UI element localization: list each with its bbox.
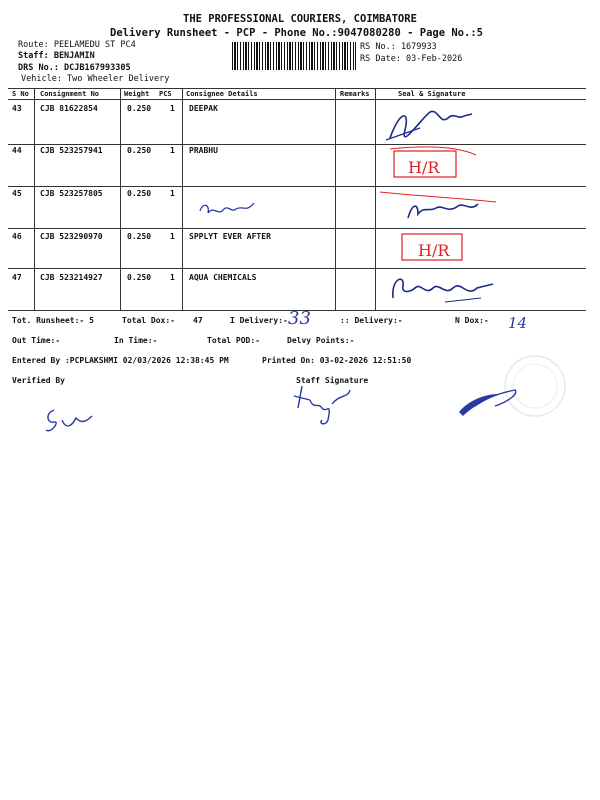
delvy-points-label: Delvy Points:- xyxy=(287,336,355,345)
staff-label: Staff: BENJAMIN xyxy=(18,51,95,61)
svg-text:H/R: H/R xyxy=(408,158,440,177)
printed-on: Printed On: 03-02-2026 12:51:50 xyxy=(262,356,412,365)
row-weight: 0.250 xyxy=(127,146,152,155)
row-sno: 45 xyxy=(12,189,22,198)
row-consignment: CJB 523257941 xyxy=(40,146,103,155)
non-dox-label: N Dox:- xyxy=(455,316,489,325)
row-consignment: CJB 81622854 xyxy=(40,104,98,113)
signature-row-43 xyxy=(380,100,490,145)
col-consignee: Consignee Details xyxy=(186,90,258,98)
row-weight: 0.250 xyxy=(127,104,152,113)
staff-signature-label: Staff Signature xyxy=(296,376,369,385)
route-label: Route: PEELAMEDU ST PC4 xyxy=(18,40,136,50)
drs-label: DRS No.: DCJB167993305 xyxy=(18,63,131,73)
barcode-image xyxy=(232,42,356,70)
row-sno: 44 xyxy=(12,146,22,155)
row-pcs: 1 xyxy=(170,273,175,282)
row-consignee: PRABHU xyxy=(189,146,218,155)
verified-by-label: Verified By xyxy=(12,376,65,385)
row-sno: 46 xyxy=(12,232,22,241)
row-consignment: CJB 523257805 xyxy=(40,189,103,198)
out-time-label: Out Time:- xyxy=(12,336,61,345)
row-weight: 0.250 xyxy=(127,232,152,241)
signature-row-45 xyxy=(378,186,498,226)
delivery-label: I Delivery:- xyxy=(230,316,288,325)
row-sno: 43 xyxy=(12,104,22,113)
row-consignee: SPPLYT EVER AFTER xyxy=(189,232,271,241)
delivery-handwritten: 33 xyxy=(288,308,311,329)
total-dox-value: 47 xyxy=(193,316,203,325)
total-pod-label: Total POD:- xyxy=(207,336,260,345)
row-sno: 47 xyxy=(12,273,22,282)
handwriting-row-45-consignee xyxy=(196,195,266,223)
stamp-hr-row-44 xyxy=(388,145,478,185)
row-consignee: AQUA CHEMICALS xyxy=(189,273,257,282)
non-dox-handwritten: 14 xyxy=(508,314,528,332)
col-seal: Seal & Signature xyxy=(398,90,466,98)
svg-text:H/R: H/R xyxy=(418,241,450,260)
table-header xyxy=(0,88,600,99)
row-consignment: CJB 523214927 xyxy=(40,273,103,282)
row-weight: 0.250 xyxy=(127,273,152,282)
stamp-hr-row-46 xyxy=(396,228,486,268)
col-weight: Weight xyxy=(124,90,150,98)
in-time-label: In Time:- xyxy=(114,336,158,345)
rs-date-label: RS Date: 03-Feb-2026 xyxy=(360,54,463,64)
row-weight: 0.250 xyxy=(127,189,152,198)
rs-no-label: RS No.: 1679933 xyxy=(360,42,437,52)
company-title: THE PROFESSIONAL COURIERS, COIMBATORE xyxy=(183,13,417,25)
row-consignment: CJB 523290970 xyxy=(40,232,103,241)
entered-by: Entered By :PCPLAKSHMI 02/03/2026 12:38:45 PM xyxy=(12,356,229,365)
row-consignee: DEEPAK xyxy=(189,104,218,113)
row-pcs: 1 xyxy=(170,189,175,198)
vehicle-label: Vehicle: Two Wheeler Delivery xyxy=(21,74,170,84)
row-pcs: 1 xyxy=(170,104,175,113)
tot-runsheet: Tot. Runsheet:- 5 xyxy=(12,316,94,325)
row-pcs: 1 xyxy=(170,146,175,155)
col-remarks: Remarks xyxy=(340,90,370,98)
staff-signature-mark xyxy=(288,380,358,430)
col-pcs: PCS xyxy=(159,90,172,98)
signature-row-47 xyxy=(385,268,505,308)
row-pcs: 1 xyxy=(170,232,175,241)
verified-by-signature xyxy=(40,400,100,440)
total-dox-label: Total Dox:- xyxy=(122,316,175,325)
delivery2-label: :: Delivery:- xyxy=(340,316,403,325)
col-consignment: Consignment No xyxy=(40,90,100,98)
col-sno: S No xyxy=(12,90,29,98)
runsheet-subtitle: Delivery Runsheet - PCP - Phone No.:9047080280 - Page No.:5 xyxy=(110,27,483,39)
company-seal-stamp xyxy=(455,350,575,430)
